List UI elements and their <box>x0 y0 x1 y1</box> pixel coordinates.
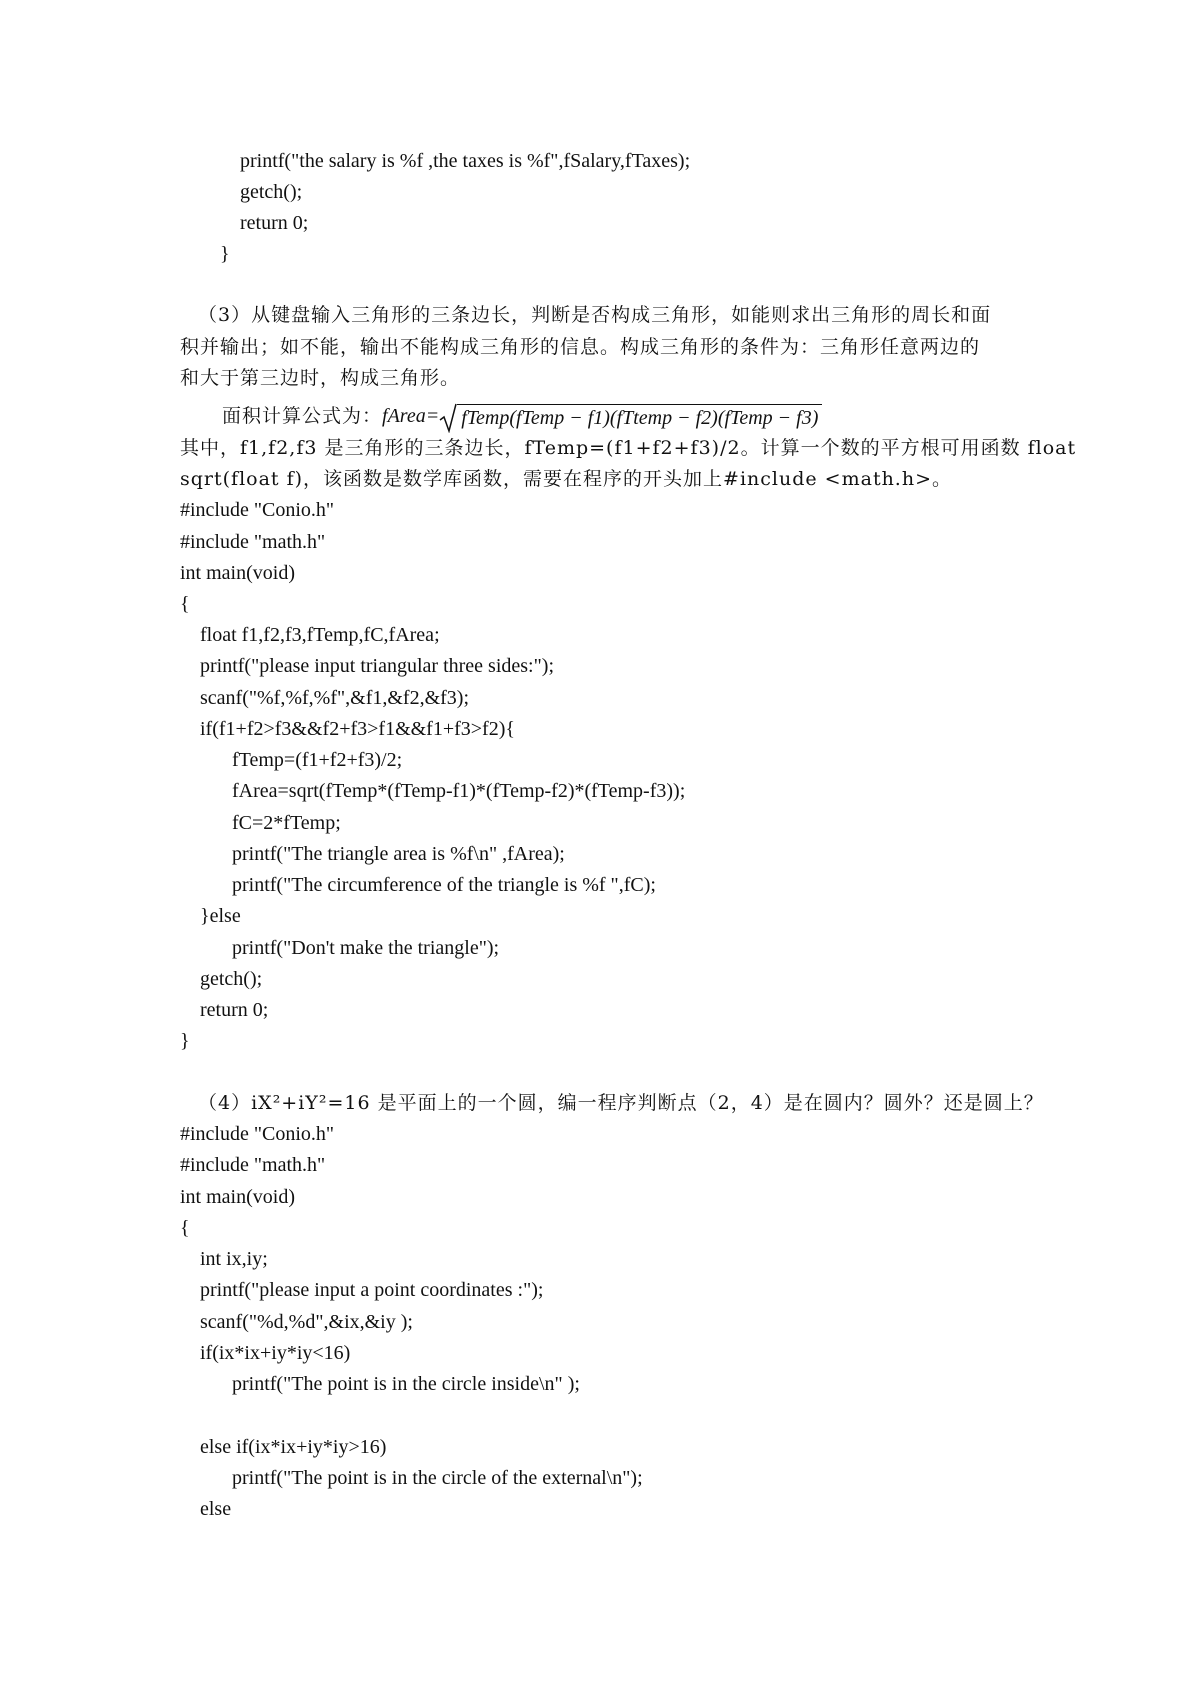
code-line: if(ix*ix+iy*iy<16) <box>200 1342 351 1364</box>
code-line: return 0; <box>200 999 269 1021</box>
sqrt-symbol <box>439 402 822 432</box>
q3-paragraph-line: 和大于第三边时，构成三角形。 <box>180 367 461 389</box>
code-line: return 0; <box>240 212 309 234</box>
code-line: printf("The point is in the circle of the external\n"); <box>232 1467 643 1489</box>
code-line: { <box>180 593 190 615</box>
q3-paragraph-line: 积并输出；如不能，输出不能构成三角形的信息。构成三角形的条件为：三角形任意两边的 <box>180 336 981 358</box>
code-line: #include "math.h" <box>180 531 326 553</box>
area-formula <box>222 402 822 432</box>
formula-lhs: fArea= <box>382 405 440 427</box>
formula-label: 面积计算公式为： <box>222 405 383 427</box>
code-line: if(f1+f2>f3&&f2+f3>f1&&f1+f3>f2){ <box>200 718 515 740</box>
code-line: else if(ix*ix+iy*iy>16) <box>200 1436 387 1458</box>
code-line: fTemp=(f1+f2+f3)/2; <box>232 749 403 771</box>
code-line: scanf("%f,%f,%f",&f1,&f2,&f3); <box>200 687 470 709</box>
code-line: getch(); <box>200 968 263 990</box>
code-line: int ix,iy; <box>200 1248 268 1270</box>
code-line: printf("Don't make the triangle"); <box>232 937 500 959</box>
code-line: printf("the salary is %f ,the taxes is %f",fSalary,fTaxes); <box>240 150 691 172</box>
code-line: fC=2*fTemp; <box>232 812 341 834</box>
code-line: printf("please input a point coordinates :"); <box>200 1279 544 1301</box>
code-line: { <box>180 1217 190 1239</box>
code-line: int main(void) <box>180 1186 295 1208</box>
code-line: #include "Conio.h" <box>180 1123 335 1145</box>
code-line: printf("please input triangular three sides:"); <box>200 655 554 677</box>
code-line: } <box>220 243 230 265</box>
code-line: #include "Conio.h" <box>180 499 335 521</box>
q3-note-line: sqrt(float f)，该函数是数学库函数，需要在程序的开头加上#include <math.h>。 <box>180 468 953 490</box>
code-line: scanf("%d,%d",&ix,&iy ); <box>200 1311 413 1333</box>
code-line: #include "math.h" <box>180 1154 326 1176</box>
code-line: }else <box>200 905 241 927</box>
code-line: printf("The triangle area is %f\n" ,fArea); <box>232 843 565 865</box>
code-line: int main(void) <box>180 562 295 584</box>
code-line: printf("The circumference of the triangle is %f ",fC); <box>232 874 656 896</box>
formula-radicand: fTemp(fTemp − f1)(fTtemp − f2)(fTemp − f3) <box>457 404 822 431</box>
code-line: printf("The point is in the circle inside\n" ); <box>232 1373 580 1395</box>
code-line: float f1,f2,f3,fTemp,fC,fArea; <box>200 624 440 646</box>
q3-note-line: 其中，f1,f2,f3 是三角形的三条边长，fTemp=(f1+f2+f3)/2。计算一个数的平方根可用函数 float <box>180 437 1077 459</box>
code-line: else <box>200 1498 232 1520</box>
q4-paragraph: （4）iX²+iY²=16 是平面上的一个圆，编一程序判断点（2，4）是在圆内？圆外？还是圆上？ <box>198 1092 1044 1114</box>
code-line: getch(); <box>240 181 303 203</box>
code-line: fArea=sqrt(fTemp*(fTemp-f1)*(fTemp-f2)*(fTemp-f3)); <box>232 780 686 802</box>
code-line: } <box>180 1030 190 1052</box>
q3-paragraph-line: （3）从键盘输入三角形的三条边长，判断是否构成三角形，如能则求出三角形的周长和面 <box>198 304 992 326</box>
radical-sign-icon <box>439 403 457 433</box>
